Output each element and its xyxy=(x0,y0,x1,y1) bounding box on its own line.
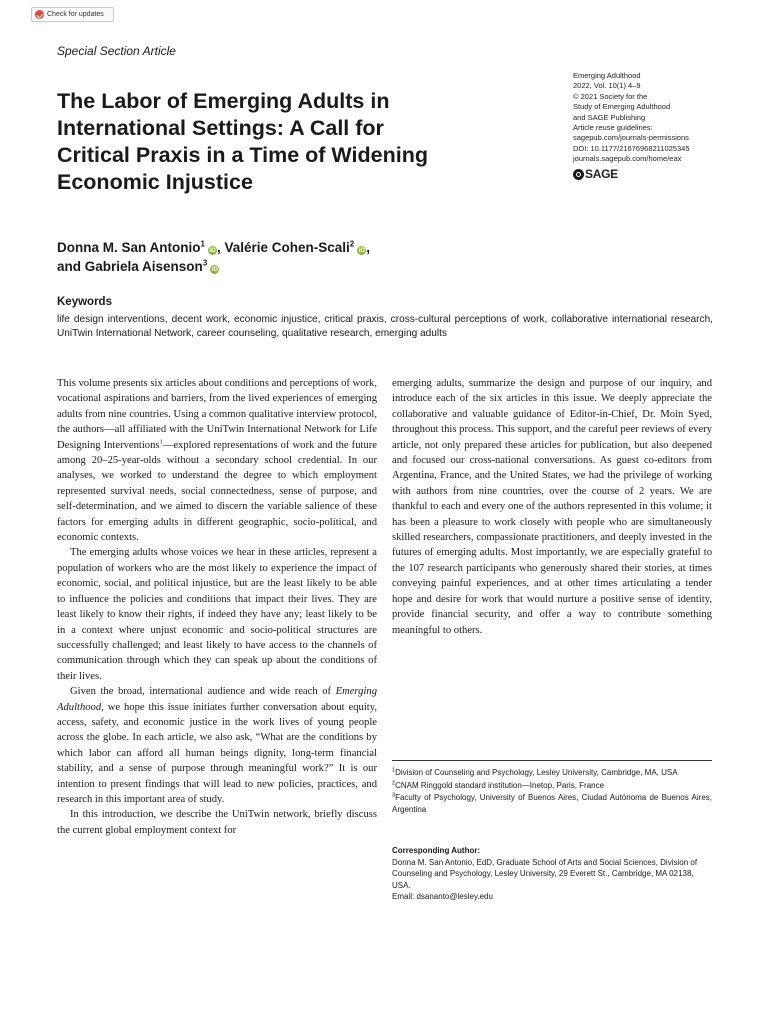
paragraph: In this introduction, we describe the UniTwin network, briefly discuss the current global employment context for xyxy=(57,809,377,836)
affiliation-number: 2 xyxy=(392,779,396,786)
paragraph-text: Given the broad, international audience and wide reach of xyxy=(70,686,336,698)
orcid-icon[interactable]: iD xyxy=(209,247,216,254)
author-list xyxy=(57,238,370,276)
copyright-society: Study of Emerging Adulthood xyxy=(573,102,671,112)
paragraph-text: we hope this issue initiates further conversation about equity, access, safety, and economic justice in the work lives of young people across the globe. In each article, we also ask, “What are the conditions by which labor can afford all human beings dignity, long-term financial stability, and a sense of purpose through meaningful work?” It is our intention to present findings that will lead to new policies, practices, and research in this important area of study. xyxy=(57,701,377,805)
author-name: Valérie Cohen-Scali xyxy=(224,240,350,255)
paragraph: emerging adults, summarize the design and purpose of our inquiry, and introduce each of the six articles in this issue. We deeply appreciate the collaborative and valuable guidance of Editor-in-Chief, Dr. Moin Syed, throughout this process. This support, and the careful peer reviews of every article, not only prepared these articles for publication, but also deepened and focused our cross-national conversations. As guest co-editors from Argentina, France, and the United States, we had the privilege of working with authors from nine countries, over the course of 2 years. We are thankful to each and every one of the authors represented in this volume; it has been a pleasure to work closely with people who are simultaneously skilled researchers, compassionate practitioners, and deeply invested in the futures of emerging adults. Most importantly, we are especially grateful to the 107 research participants who generously shared their stories, at times conveying painful experiences, and at other times articulating a tender hope and desire for work that would nurture a positive sense of identity, provide financial security, and offer a way to contribute something meaningful to others. xyxy=(392,378,712,636)
check-for-updates-badge[interactable] xyxy=(31,7,114,22)
affiliation-text: Faculty of Psychology, University of Buenos Aires, Ciudad Autónoma de Buenos Aires, Argentina xyxy=(392,793,712,814)
corresponding-author xyxy=(392,845,712,903)
affiliation-number: 3 xyxy=(392,792,396,799)
paragraph xyxy=(57,376,377,545)
doi-link[interactable]: DOI: 10.1177/21676968211025345 xyxy=(573,143,690,153)
footnote-divider xyxy=(392,760,712,761)
affiliation-item xyxy=(392,792,712,815)
journal-meta xyxy=(573,71,690,180)
affiliation-marker: 2 xyxy=(349,239,355,249)
author-name: Gabriela Aisenson xyxy=(84,259,203,274)
keywords-heading: Keywords xyxy=(57,296,112,308)
orcid-icon[interactable]: iD xyxy=(211,266,219,273)
affiliation-item xyxy=(392,767,712,779)
permissions-link[interactable]: sagepub.com/journals-permissions xyxy=(573,133,689,143)
journal-volume: 2022, Vol. 10(1) 4–9 xyxy=(573,81,641,91)
update-check-icon xyxy=(35,10,44,19)
journal-name: Emerging Adulthood xyxy=(573,71,641,80)
paragraph-text: —explored representations of work and the future among 20–25-year-olds without a secondary school credential. In our analyses, we worked to understand the degree to which employment represented survival needs, social connectedness, sense of purpose, and self-determination, and we aimed to discern the variable salience of these factors for emerging adults in different geographic, socio-political, and economic contexts. xyxy=(57,439,377,544)
body-column-left xyxy=(57,376,377,838)
footnote-marker[interactable]: 1 xyxy=(159,438,163,446)
publisher-name: SAGE xyxy=(585,166,618,181)
paragraph: The emerging adults whose voices we hear in these articles, represent a population of workers who are the most likely to experience the impact of economic, social, and political injustice, but are the least likely to be able to influence the policies and conditions that impact their lives. They are least likely to know their rights, if indeed they have any; least likely to be in a context where unjust economic and socio-political structures are successfully challenged; and least likely to have access to the channels of communication through which they can speak up about the conditions of their lives. xyxy=(57,547,377,682)
author-name: Donna M. San Antonio xyxy=(57,240,201,255)
body-column-right xyxy=(392,376,712,638)
journal-title-italic: Emerging Adulthood, xyxy=(57,686,377,713)
publisher-logo xyxy=(573,166,690,181)
keywords-text: life design interventions, decent work, economic injustice, critical praxis, cross-cultural perceptions of work, collaborative international research, UniTwin International Network, career counseling, qualitative research, emerging adults xyxy=(57,314,713,339)
reuse-guidelines: Article reuse guidelines: xyxy=(573,123,653,133)
check-for-updates-label: Check for updates xyxy=(47,11,104,18)
sage-logo-icon xyxy=(573,169,584,180)
copyright-line: © 2021 Society for the xyxy=(573,91,648,101)
paragraph xyxy=(57,684,377,807)
journal-home-link[interactable]: journals.sagepub.com/home/eax xyxy=(573,154,682,164)
copyright-publisher: and SAGE Publishing xyxy=(573,112,646,122)
affiliation-marker: 1 xyxy=(200,239,205,249)
corresponding-details: Donna M. San Antonio, EdD, Graduate School of Arts and Social Sciences, Division of Counseling and Psychology, Lesley University, 29 Everett St., Cambridge, MA 02138, USA. Email: dsananto@lesley.edu xyxy=(392,857,698,902)
affiliation-marker: 3 xyxy=(202,258,208,268)
author-separator: , xyxy=(366,240,370,255)
corresponding-heading: Corresponding Author: xyxy=(392,846,481,855)
affiliations xyxy=(392,767,712,816)
affiliation-text: CNAM Ringgold standard institution—Inetop, Paris, France xyxy=(395,780,605,790)
author-conjunction: and xyxy=(57,259,85,274)
affiliation-item xyxy=(392,780,712,792)
article-title: The Labor of Emerging Adults in International Settings: A Call for Critical Praxis in a Time of Widening Economic Injustice xyxy=(57,89,428,194)
orcid-icon[interactable]: iD xyxy=(358,247,365,254)
section-label: Special Section Article xyxy=(57,44,176,58)
affiliation-text: Division of Counseling and Psychology, Lesley University, Cambridge, MA, USA xyxy=(395,768,678,777)
affiliation-number: 1 xyxy=(392,767,396,774)
author-separator: , xyxy=(216,240,221,255)
paragraph-text: This volume presents six articles about conditions and perceptions of work, vocational aspirations and barriers, from the lived experiences of emerging adults from nine countries. Using a common qualitative interview protocol, the authors—all affiliated with the UniTwin International Network for Life Designing Interventions xyxy=(57,378,377,451)
